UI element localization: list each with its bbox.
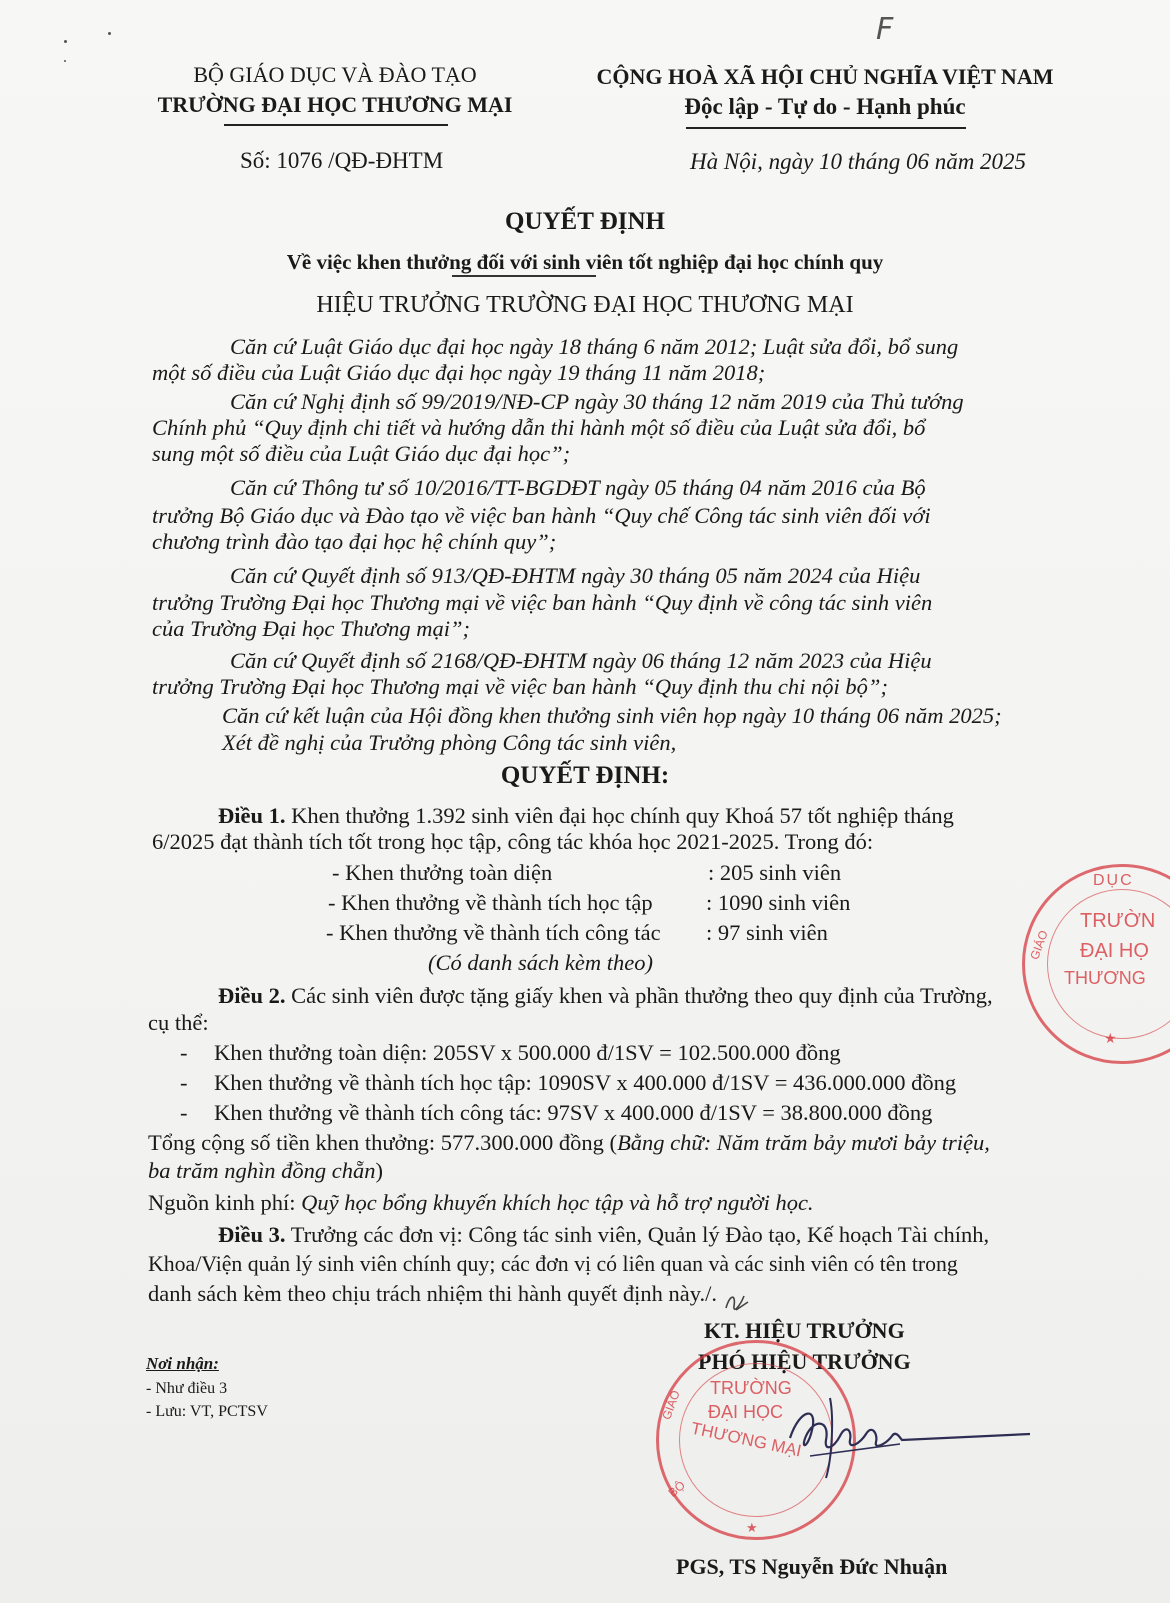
preamble-line: Xét đề nghị của Trưởng phòng Công tác sinh viên,	[222, 730, 677, 755]
place-date: Hà Nội, ngày 10 tháng 06 năm 2025	[690, 149, 1027, 174]
award-item-value: : 97 sinh viên	[706, 920, 828, 945]
article-1-label: Điều 1.	[218, 803, 286, 828]
preamble-line: Căn cứ Quyết định số 2168/QĐ-ĐHTM ngày 06 tháng 12 năm 2023 của Hiệu	[230, 648, 932, 673]
award-item-label: - Khen thưởng toàn diện	[332, 860, 553, 885]
header-right-underline	[686, 127, 966, 129]
article-1-line	[218, 803, 954, 829]
reward-calc-item: Khen thưởng về thành tích học tập: 1090SV x 400.000 đ/1SV = 436.000.000 đồng	[214, 1070, 957, 1095]
preamble-line: trưởng Trường Đại học Thương mại về việc ban hành “Quy định về công tác sinh viên	[152, 590, 933, 615]
attachment-note: (Có danh sách kèm theo)	[428, 950, 653, 975]
preamble-line: Căn cứ Thông tư số 10/2016/TT-BGDĐT ngày 05 tháng 04 năm 2016 của Bộ	[230, 475, 926, 500]
award-item-value: : 205 sinh viên	[708, 860, 842, 885]
article-2-line	[218, 983, 993, 1009]
seal-text: ĐẠI HỌ	[1080, 940, 1149, 962]
article-3-line: danh sách kèm theo chịu trách nhiệm thi hành quyết định này./.	[148, 1281, 718, 1306]
document-number: Số: 1076 /QĐ-ĐHTM	[240, 148, 444, 173]
funding-label: Nguồn kinh phí:	[148, 1190, 302, 1215]
signature-title-2: PHÓ HIỆU TRƯỞNG	[698, 1349, 911, 1374]
funding-line	[148, 1190, 814, 1216]
article-1-text: Khen thưởng 1.392 sinh viên đại học chính quy Khoá 57 tốt nghiệp tháng	[285, 803, 954, 828]
preamble-line: Căn cứ Nghị định số 99/2019/NĐ-CP ngày 30 tháng 12 năm 2019 của Thủ tướng	[230, 389, 964, 414]
bullet-dash: -	[180, 1100, 188, 1125]
article-3-line: Khoa/Viện quản lý sinh viên chính quy; các đơn vị có liên quan và các sinh viên có tên trong	[148, 1252, 958, 1276]
preamble-line: Chính phủ “Quy định chi tiết và hướng dẫn thi hành một số điều của Luật sửa đổi, bổ	[152, 415, 926, 440]
funding-source: Quỹ học bổng khuyến khích học tập và hỗ trợ người học.	[301, 1190, 814, 1215]
header-left-underline	[224, 124, 448, 126]
preamble-line: của Trường Đại học Thương mại”;	[152, 616, 470, 641]
article-2-text: Các sinh viên được tặng giấy khen và phần thưởng theo quy định của Trường,	[285, 983, 993, 1008]
national-motto: Độc lập - Tự do - Hạnh phúc	[684, 94, 966, 119]
article-3-label: Điều 3.	[218, 1222, 286, 1247]
award-item-label: - Khen thưởng về thành tích công tác	[326, 920, 661, 945]
seal-text: THƯƠNG MẠI	[689, 1418, 804, 1461]
speck	[64, 40, 67, 43]
total-amount: Tổng cộng số tiền khen thưởng: 577.300.000 đồng (	[148, 1130, 618, 1155]
recipient-item: - Lưu: VT, PCTSV	[146, 1403, 268, 1420]
article-3-text: Trưởng các đơn vị: Công tác sinh viên, Quản lý Đào tạo, Kế hoạch Tài chính,	[285, 1222, 990, 1247]
bullet-dash: -	[180, 1040, 188, 1065]
preamble-line: Căn cứ Quyết định số 913/QĐ-ĐHTM ngày 30 tháng 05 năm 2024 của Hiệu	[230, 563, 921, 588]
article-3-line	[218, 1222, 989, 1248]
university-name: TRƯỜNG ĐẠI HỌC THƯƠNG MẠI	[157, 92, 513, 117]
reward-calc-item: Khen thưởng về thành tích công tác: 97SV x 400.000 đ/1SV = 38.800.000 đồng	[214, 1100, 933, 1125]
preamble-line: một số điều của Luật Giáo dục đại học ngày 19 tháng 11 năm 2018;	[152, 360, 766, 385]
seal-text: GIÁO	[659, 1388, 683, 1422]
ministry-name: BỘ GIÁO DỤC VÀ ĐÀO TẠO	[193, 62, 477, 87]
official-seal-margin	[1022, 864, 1170, 1064]
article-1-line: 6/2025 đạt thành tích tốt trong học tập, công tác khóa học 2021-2025. Trong đó:	[152, 829, 874, 854]
recipient-item: - Như điều 3	[146, 1380, 228, 1397]
signature-title-1: KT. HIỆU TRƯỞNG	[704, 1318, 905, 1343]
preamble-line: sung một số điều của Luật Giáo dục đại học”;	[152, 441, 571, 466]
total-amount-line	[148, 1130, 990, 1156]
article-2-line: cụ thể:	[148, 1010, 209, 1035]
seal-text: THƯƠNG	[1064, 968, 1146, 988]
preamble-line: Căn cứ Luật Giáo dục đại học ngày 18 tháng 6 năm 2012; Luật sửa đổi, bổ sung	[230, 334, 959, 359]
total-in-words: Bằng chữ: Năm trăm bảy mươi bảy triệu,	[617, 1130, 990, 1155]
seal-text: BỘ	[665, 1478, 688, 1500]
decision-heading: QUYẾT ĐỊNH:	[500, 762, 670, 789]
seal-star-icon: ★	[746, 1520, 758, 1535]
corner-handwritten-mark: F	[876, 12, 894, 47]
seal-text: TRƯỜN	[1080, 910, 1156, 932]
award-item-label: - Khen thưởng về thành tích học tập	[328, 890, 653, 915]
seal-text: DỤC	[1093, 872, 1134, 889]
subtitle-underline	[452, 275, 596, 277]
award-item-value: : 1090 sinh viên	[706, 890, 851, 915]
country-name: CỘNG HOÀ XÃ HỘI CHỦ NGHĨA VIỆT NAM	[596, 64, 1054, 89]
preamble-line: Căn cứ kết luận của Hội đồng khen thưởng sinh viên họp ngày 10 tháng 06 năm 2025;	[222, 703, 1002, 728]
speck	[64, 60, 66, 62]
rector-heading: HIỆU TRƯỞNG TRƯỜNG ĐẠI HỌC THƯƠNG MẠI	[316, 292, 854, 318]
initial-mark	[722, 1288, 752, 1318]
article-2-label: Điều 2.	[218, 983, 286, 1008]
handwritten-signature	[760, 1378, 1060, 1488]
seal-text: TRƯỜNG	[710, 1378, 792, 1398]
document-title: QUYẾT ĐỊNH	[505, 208, 665, 235]
total-in-words-cont: ba trăm nghìn đồng chẵn	[148, 1158, 376, 1183]
seal-text: GIÁO	[1027, 928, 1051, 962]
total-amount-line-2	[148, 1158, 383, 1184]
seal-star-icon: ★	[1104, 1030, 1117, 1046]
preamble-line: trưởng Trường Đại học Thương mại về việc ban hành “Quy định thu chi nội bộ”;	[152, 674, 888, 699]
preamble-line: chương trình đào tạo đại học hệ chính quy”;	[152, 529, 557, 554]
preamble-line: trưởng Bộ Giáo dục và Đào tạo về việc ban hành “Quy chế Công tác sinh viên đối với	[152, 503, 931, 528]
document-subtitle: Về việc khen thưởng đối với sinh viên tốt nghiệp đại học chính quy	[286, 250, 884, 274]
total-close-paren: )	[375, 1158, 383, 1183]
bullet-dash: -	[180, 1070, 188, 1095]
speck	[108, 32, 111, 35]
reward-calc-item: Khen thưởng toàn diện: 205SV x 500.000 đ/1SV = 102.500.000 đồng	[214, 1040, 841, 1065]
recipients-heading: Nơi nhận:	[146, 1354, 219, 1373]
signer-name: PGS, TS Nguyễn Đức Nhuận	[676, 1554, 948, 1579]
seal-text: ĐẠI HỌC	[708, 1402, 784, 1422]
